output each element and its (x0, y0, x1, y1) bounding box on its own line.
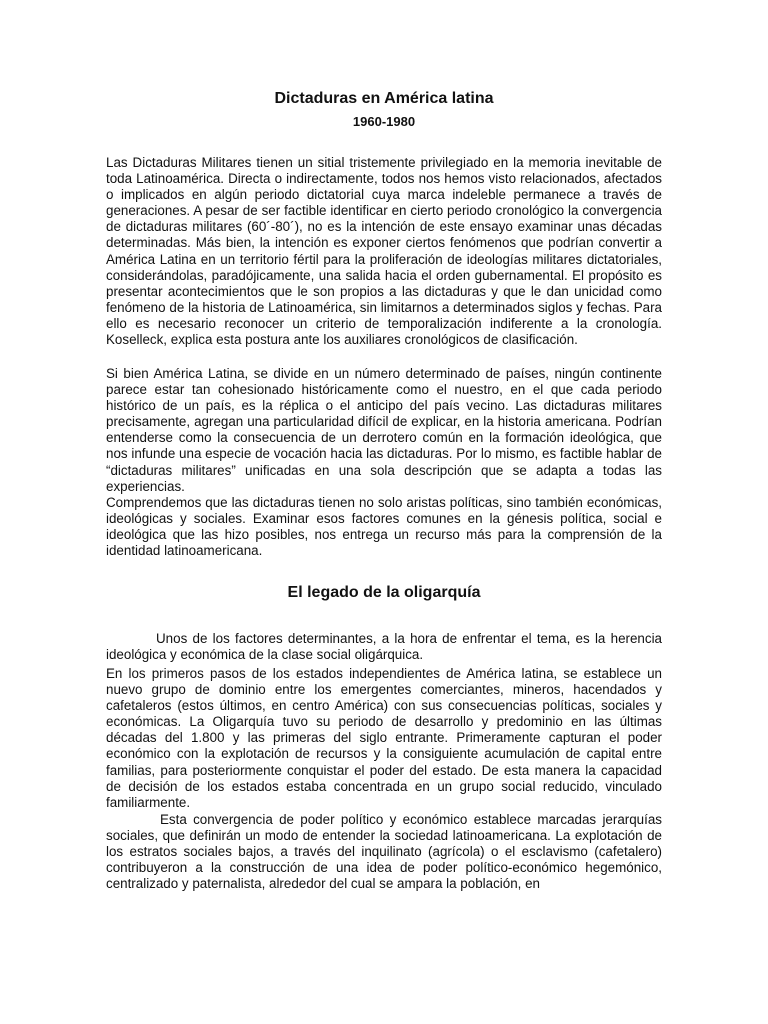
section-title: El legado de la oligarquía (287, 584, 481, 601)
section-paragraph-2: En los primeros pasos de los estados independientes de América latina, se establece un nuevo grupo de dominio entre los emergentes comerciantes, mineros, hacendados y cafetaleros (estos últimos, en centro América) con sus consecuencias políticas, sociales y económicas. La Oligarquía tuvo su periodo de desarrollo y predominio en las últimas décadas del 1.800 y las primeras del siglo entrante. Primeramente capturan el poder económico con la explotación de recursos y la consiguiente acumulación de capital entre familias, para posteriormente conquistar el poder del estado. De esta manera la capacidad de decisión de los estados estaba concentrada en un grupo social reducido, vinculado familiarmente. (106, 666, 662, 810)
document-subtitle: 1960-1980 (352, 114, 416, 129)
intro-paragraph-1: Las Dictaduras Militares tienen un sitial tristemente privilegiado en la memoria inevitable de toda Latinoamérica. Directa o indirectamente, todos nos hemos visto relacionados, afectados o implicados en algún periodo dictatorial cuya marca indeleble permanece a través de generaciones. A pesar de ser factible identificar en cierto periodo cronológico la convergencia de dictaduras militares (60´-80´), no es la intención de este ensayo examinar unas décadas determinadas. Más bien, la intención es exponer ciertos fenómenos que podrían convertir a América Latina en un territorio fértil para la proliferación de ideologías militares dictatoriales, considerándolas, paradójicamente, una salida hacia el orden gubernamental. El propósito es presentar acontecimientos que le son propios a las dictaduras y que le dan unicidad como fenómeno de la historia de Latinoamérica, sin limitarnos a determinados siglos y fechas. Para ello es necesario reconocer un criterio de temporalización indiferente a la cronología. Koselleck, explica esta postura ante los auxiliares cronológicos de clasificación. (106, 155, 662, 348)
intro-paragraph-2: Si bien América Latina, se divide en un número determinado de países, ningún continente parece estar tan cohesionado históricamente como el nuestro, en el que cada periodo histórico de un país, es la réplica o el anticipo del país vecino. Las dictaduras militares precisamente, agregan una particularidad difícil de explicar, en la historia americana. Podrían entenderse como la consecuencia de un derrotero común en la formación ideológica, que nos infunde una especie de vocación hacia las dictaduras. Por lo mismo, es factible hablar de “dictaduras militares” unificadas en una sola descripción que se adapta a todas las experiencias. (106, 366, 662, 494)
section-paragraph-3: Esta convergencia de poder político y económico establece marcadas jerarquías sociales, que definirán un modo de entender la sociedad latinoamericana. La explotación de los estratos sociales bajos, a través del inquilinato (agrícola) o el esclavismo (cafetalero) contribuyeron a la construcción de una idea de poder político-económico hegemónico, centralizado y paternalista, alrededor del cual se ampara la población, en (106, 812, 662, 892)
document-title: Dictaduras en América latina (274, 90, 494, 107)
intro-paragraph-3: Comprendemos que las dictaduras tienen no solo aristas políticas, sino también económicas, ideológicas y sociales. Examinar esos factores comunes en la génesis política, social e ideológica que las hizo posibles, nos entrega un recurso más para la comprensión de la identidad latinoamericana. (106, 495, 662, 559)
section-paragraph-1: Unos de los factores determinantes, a la hora de enfrentar el tema, es la herencia ideológica y económica de la clase social oligárquica. (106, 631, 662, 663)
